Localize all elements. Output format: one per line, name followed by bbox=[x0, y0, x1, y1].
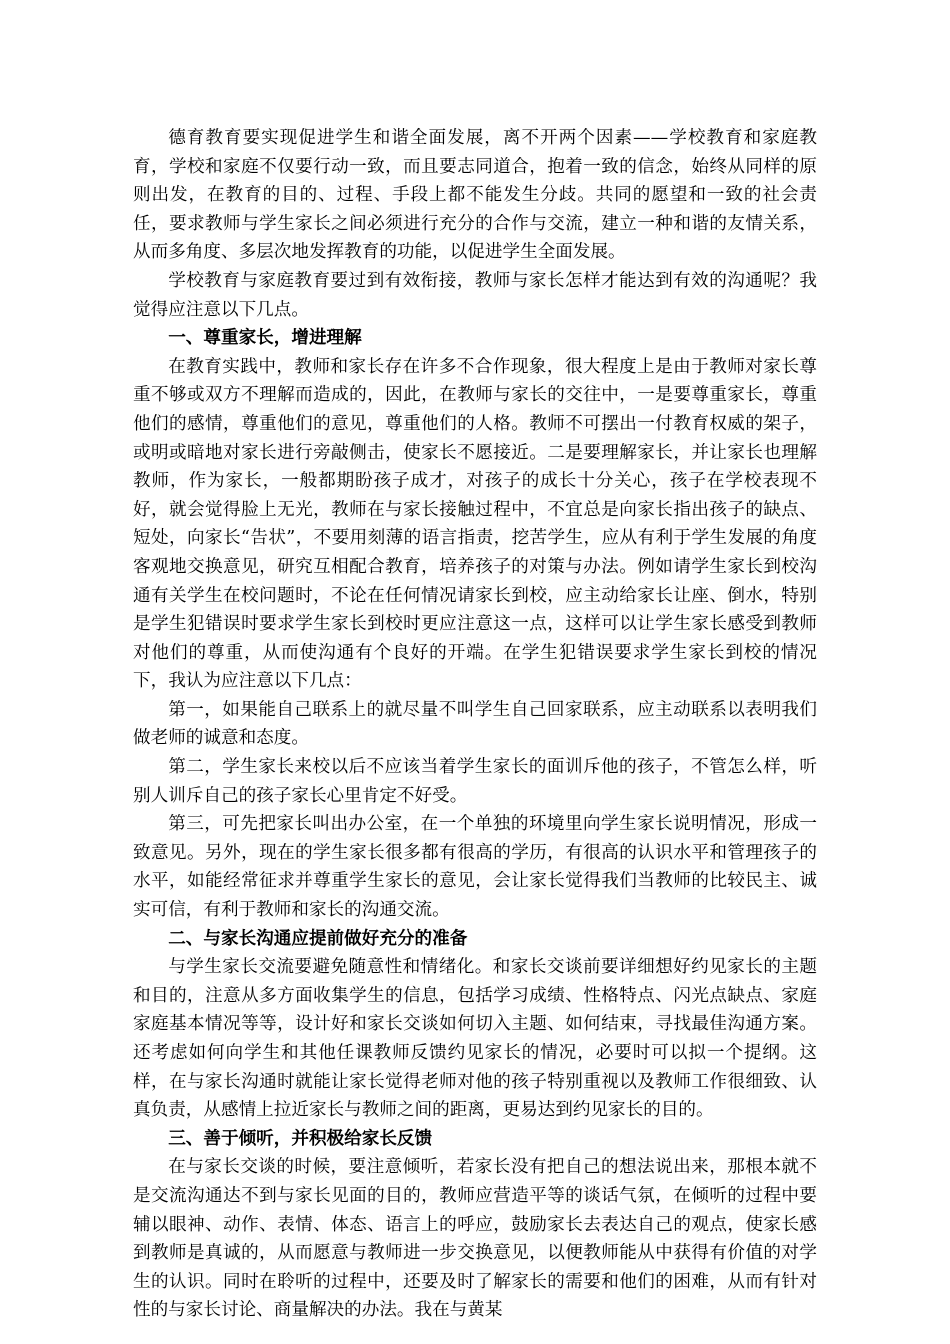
section-1-paragraph: 在教育实践中，教师和家长存在许多不合作现象，很大程度上是由于教师对家长尊重不够或双方不理解而造成的，因此，在教师与家长的交往中，一是要尊重家长，尊重他们的感情，尊重他们的意见，尊重他们的人格。教师不可摆出一付教育权威的架子，或明或暗地对家长进行旁敲侧击，使家长不愿接近。二是要理解家长，并让家长也理解教师，作为家长，一般都期盼孩子成才，对孩子的成长十分关心，孩子在学校表现不好，就会觉得脸上无光，教师在与家长接触过程中，不宜总是向家长指出孩子的缺点、短处，向家长“告状”，不要用刻薄的语言指责，挖苦学生，应从有利于学生发展的角度客观地交换意见，研究互相配合教育，培养孩子的对策与办法。例如请学生家长到校沟通有关学生在校问题时，不论在任何情况请家长到校，应主动给家长让座、倒水，特别是学生犯错误时要求学生家长到校时更应注意这一点，这样可以让学生家长感受到教师对他们的尊重，从而使沟通有个良好的开端。在学生犯错误要求学生家长到校的情况下，我认为应注意以下几点： bbox=[133, 356, 817, 692]
section-3-paragraph: 在与家长交谈的时候，要注意倾听，若家长没有把自己的想法说出来，那根本就不是交流沟通达不到与家长见面的目的，教师应营造平等的谈话气氛，在倾听的过程中要辅以眼神、动作、表情、体态、语言上的呼应，鼓励家长去表达自己的观点，使家长感到教师是真诚的，从而愿意与教师进一步交换意见，以便教师能从中获得有价值的对学生的认识。同时在聆听的过程中，还要及时了解家长的需要和他们的困难，从而有针对性的与家长讨论、商量解决的办法。我在与黄某 bbox=[133, 1157, 817, 1321]
question-paragraph: 学校教育与家庭教育要过到有效衔接，教师与家长怎样才能达到有效的沟通呢？我觉得应注意以下几点。 bbox=[133, 270, 817, 320]
intro-paragraph: 德育教育要实现促进学生和谐全面发展，离不开两个因素——学校教育和家庭教育，学校和家庭不仅要行动一致，而且要志同道合，抱着一致的信念，始终从同样的原则出发，在教育的目的、过程、手段上都不能发生分歧。共同的愿望和一致的社会责任，要求教师与学生家长之间必须进行充分的合作与交流，建立一种和谐的友情关系，从而多角度、多层次地发挥教育的功能，以促进学生全面发展。 bbox=[133, 128, 817, 263]
document-body bbox=[133, 124, 817, 1325]
point-3-paragraph: 第三，可先把家长叫出办公室，在一个单独的环境里向学生家长说明情况，形成一致意见。另外，现在的学生家长很多都有很高的学历，有很高的认识水平和管理孩子的水平，如能经常征求并尊重学生家长的意见，会让家长觉得我们当教师的比较民主、诚实可信，有利于教师和家长的沟通交流。 bbox=[133, 814, 817, 921]
section-2-paragraph: 与学生家长交流要避免随意性和情绪化。和家长交谈前要详细想好约见家长的主题和目的，注意从多方面收集学生的信息，包括学习成绩、性格特点、闪光点缺点、家庭家庭基本情况等等，设计好和家长交谈如何切入主题、如何结束，寻找最佳沟通方案。还考虑如何向学生和其他任课教师反馈约见家长的情况，必要时可以拟一个提纲。这样，在与家长沟通时就能让家长觉得老师对他的孩子特别重视以及教师工作很细致、认真负责，从感情上拉近家长与教师之间的距离，更易达到约见家长的目的。 bbox=[133, 957, 817, 1121]
point-2-paragraph: 第二，学生家长来校以后不应该当着学生家长的面训斥他的孩子，不管怎么样，听别人训斥自己的孩子家长心里肯定不好受。 bbox=[133, 757, 817, 806]
section-heading-1: 一、尊重家长，增进理解 bbox=[168, 328, 362, 349]
section-heading-2: 二、与家长沟通应提前做好充分的准备 bbox=[168, 928, 468, 949]
point-1-paragraph: 第一，如果能自己联系上的就尽量不叫学生自己回家联系，应主动联系以表明我们做老师的诚意和态度。 bbox=[133, 699, 817, 749]
section-heading-3: 三、善于倾听，并积极给家长反馈 bbox=[168, 1128, 433, 1149]
